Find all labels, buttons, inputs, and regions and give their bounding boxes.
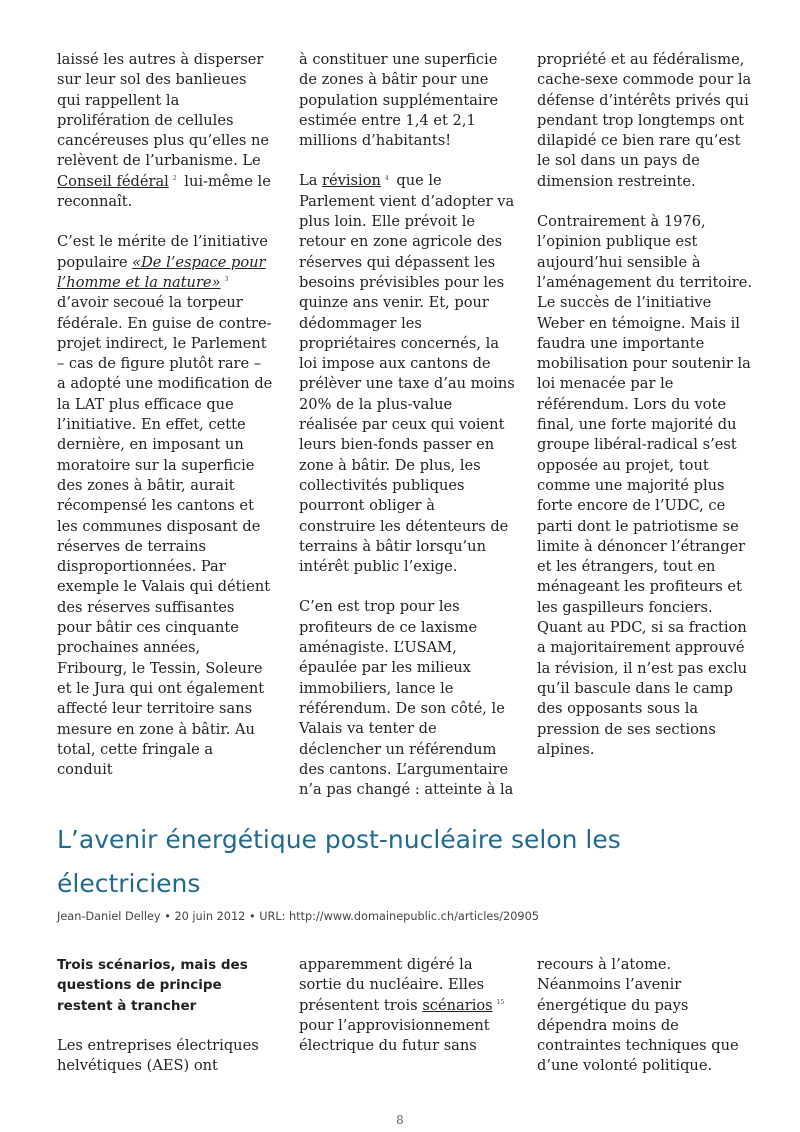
article-column-2 <box>299 955 515 1076</box>
footnote-ref[interactable]: 3 <box>224 276 229 284</box>
text-column-2 <box>299 50 515 820</box>
link-revision[interactable]: révision <box>322 172 381 190</box>
article-column-1 <box>57 955 273 1096</box>
footnote-ref[interactable]: 4 <box>384 174 389 182</box>
footnote-ref[interactable]: 2 <box>172 174 177 182</box>
paragraph: La révision $^4$ que le Parlement vient d’adopter va plus loin. Elle prévoit le retour en zone agricole des réserves qui dépassent les besoins prévisibles pour les quinze ans venir. Et, pour dédommager les propriétaires concernés, la loi impose aux cantons de prélèver une taxe d’au moins 20% de la plus-value réalisée par ceux qui voient leurs bien-fonds passer en zone à bâtir. De plus, les collectivités publiques pourront obliger à construire les détenteurs de terrains à bâtir lorsqu’un intérêt public l’exige. <box>299 172 515 576</box>
article-byline: Jean-Daniel Delley • 20 juin 2012 • URL: http://www.domainepublic.ch/articles/20905 <box>57 910 539 923</box>
text-column-3 <box>537 50 755 780</box>
paragraph: à constituer une superficie de zones à bâtir pour une population supplémentaire estimée entre 1,4 et 2,1 millions d’habitants! <box>299 51 499 150</box>
paragraph: recours à l’atome. Néanmoins l’avenir énergétique du pays dépendra moins de contraintes techniques que d’une volonté politique. <box>537 956 739 1075</box>
paragraph: Les entreprises électriques helvétiques (AES) ont <box>57 1036 259 1075</box>
article-subheading: Trois scénarios, mais des questions de principe restent à trancher <box>57 957 248 1014</box>
paragraph: propriété et au fédéralisme, cache-sexe commode pour la défense d’intérêts privés qui pendant trop longtemps ont dilapidé ce bien rare qu’est le sol dans un pays de dimension restreinte. <box>537 51 752 190</box>
paragraph: Contrairement à 1976, l’opinion publique est aujourd’hui sensible à l’aménagement du territoire. Le succès de l’initiative Weber en témoigne. Mais il faudra une importante mobilisation pour soutenir la loi menacée par le référendum. Lors du vote final, une forte majorité du groupe libéral-radical s’est opposée au projet, tout comme une majorité plus forte encore de l’UDC, ce parti dont le patriotisme se limite à dénoncer l’étranger et les étrangers, tout en ménageant les profiteurs et les gaspilleurs fonciers. Quant au PDC, si sa fraction a majoritairement approuvé la révision, il n’est pas exclu qu’il bascule dans le camp des opposants sous la pression de ses sections alpines. <box>537 213 753 758</box>
paragraph: C’en est trop pour les profiteurs de ce laxisme aménagiste. L’USAM, épaulée par les milieux immobiliers, lance le référendum. De son côté, le Valais va tenter de déclencher un référendum des cantons. L’argumentaire n’a pas changé : atteinte à la <box>299 598 514 799</box>
link-initiative-espace[interactable]: «De l’espace pour l’homme et la nature» <box>57 253 266 291</box>
link-scenarios[interactable]: scénarios <box>422 996 493 1014</box>
footnote-ref[interactable]: 15 <box>496 998 505 1006</box>
text-column-1 <box>57 50 273 800</box>
paragraph: apparemment digéré la sortie du nucléaire. Elles présentent trois scénarios $^{15}$ pour l’approvisionnement électrique du futur sans <box>299 955 515 1056</box>
article-title: L’avenir énergétique post-nucléaire selon les électriciens <box>57 825 621 898</box>
link-conseil-federal[interactable]: Conseil fédéral <box>57 172 169 190</box>
article-column-3 <box>537 955 755 1097</box>
paragraph: laissé les autres à disperser sur leur sol des banlieues qui rappellent la prolifération de cellules cancéreuses plus qu’elles ne relèvent de l’urbanisme. Le Conseil fédéral $^2$ lui-même le reconnaît. <box>57 51 271 211</box>
paragraph: C’est le mérite de l’initiative populaire «De l’espace pour l’homme et la nature» $^3$ d’avoir secoué la torpeur fédérale. En guise de contre-projet indirect, le Parlement – cas de figure plutôt rare – a adopté une modification de la LAT plus efficace que l’initiative. En effet, cette dernière, en imposant un moratoire sur la superficie des zones à bâtir, aurait récompensé les cantons et les communes disposant de réserves de terrains disproportionnées. Par exemple le Valais qui détient des réserves suffisantes pour bâtir ces cinquante prochaines années, Fribourg, le Tessin, Soleure et le Jura qui ont également affecté leur territoire sans mesure en zone à bâtir. Au total, cette fringale a conduit <box>57 233 273 779</box>
page-number: 8 <box>396 1113 404 1127</box>
